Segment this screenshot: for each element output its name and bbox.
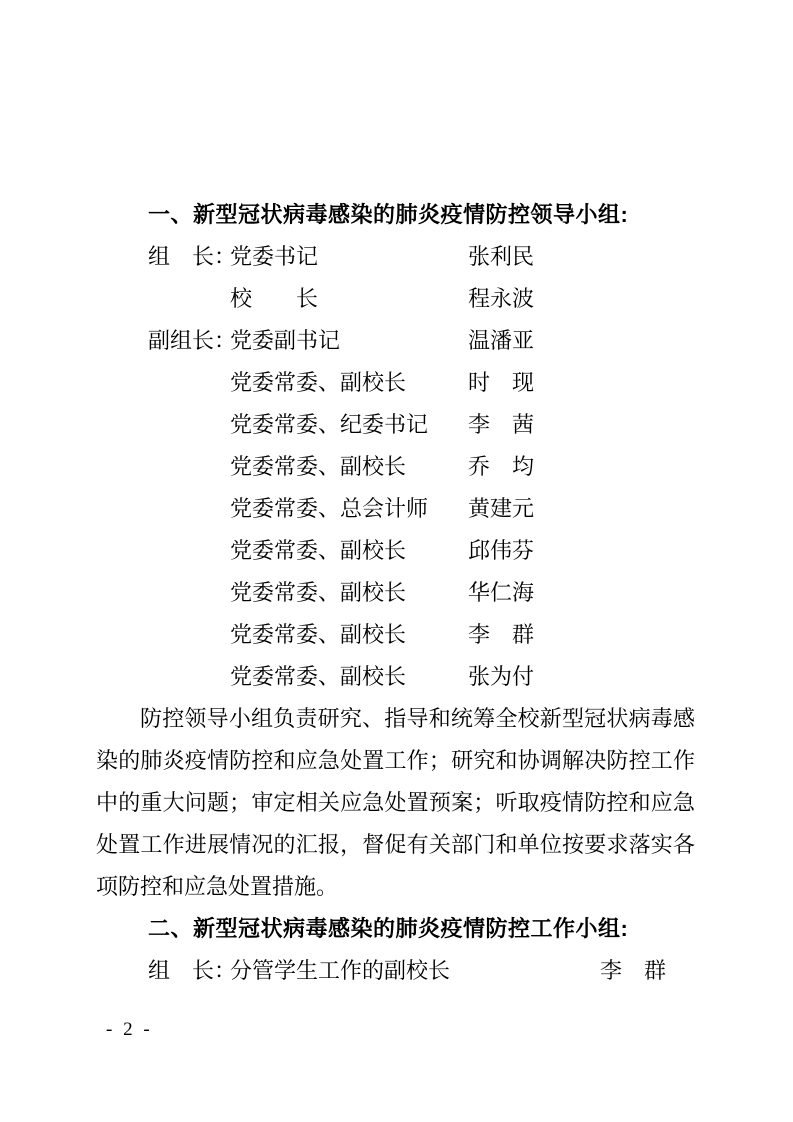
member-name: 程永波 — [468, 286, 535, 311]
member-name: 李 群 — [600, 958, 667, 983]
member-name: 黄建元 — [468, 496, 535, 521]
position-title: 党委常委、纪委书记 — [230, 412, 429, 437]
position-title: 党委常委、副校长 — [230, 622, 407, 647]
position-title: 党委常委、副校长 — [230, 580, 407, 605]
position-title: 党委常委、副校长 — [230, 538, 407, 563]
section2-heading: 二、新型冠状病毒感染的肺炎疫情防控工作小组: — [148, 916, 629, 941]
position-title: 分管学生工作的副校长 — [230, 958, 451, 983]
document-content — [96, 194, 695, 992]
position-title: 党委常委、总会计师 — [230, 496, 429, 521]
position-title: 党委书记 — [230, 244, 319, 269]
roster-row — [96, 656, 695, 698]
member-name: 温潘亚 — [468, 328, 535, 353]
role-label: 组 长： — [148, 244, 237, 269]
member-name: 时 现 — [468, 370, 535, 395]
position-title: 党委常委、副校长 — [230, 370, 407, 395]
page-number: - 2 - — [106, 1019, 153, 1040]
role-label: 组 长： — [148, 958, 237, 983]
roster-row — [96, 614, 695, 656]
section2-roster — [96, 950, 695, 992]
duties-paragraph: 防控领导小组负责研究、指导和统筹全校新型冠状病毒感染的肺炎疫情防控和应急处置工作；研究和协调解决防控工作中的重大问题；审定相关应急处置预案；听取疫情防控和应急处置工作进展情况的汇报，督促有关部门和单位按要求落实各项防控和应急处置措施。 — [96, 706, 695, 899]
roster-row — [96, 530, 695, 572]
roster-row — [96, 950, 695, 992]
member-name: 华仁海 — [468, 580, 535, 605]
member-name: 李 茜 — [468, 412, 535, 437]
position-title: 校 长 — [230, 286, 319, 311]
roster-row — [96, 572, 695, 614]
role-label: 副组长： — [148, 328, 237, 353]
section1-roster — [96, 236, 695, 698]
section1-heading: 一、新型冠状病毒感染的肺炎疫情防控领导小组: — [148, 202, 629, 227]
roster-row — [96, 278, 695, 320]
roster-row — [96, 320, 695, 362]
roster-row — [96, 362, 695, 404]
roster-row — [96, 488, 695, 530]
roster-row — [96, 404, 695, 446]
position-title: 党委副书记 — [230, 328, 341, 353]
member-name: 李 群 — [468, 622, 535, 647]
member-name: 乔 均 — [468, 454, 535, 479]
position-title: 党委常委、副校长 — [230, 664, 407, 689]
member-name: 张利民 — [468, 244, 535, 269]
member-name: 张为付 — [468, 664, 535, 689]
roster-row — [96, 446, 695, 488]
position-title: 党委常委、副校长 — [230, 454, 407, 479]
roster-row — [96, 236, 695, 278]
member-name: 邱伟芬 — [468, 538, 535, 563]
